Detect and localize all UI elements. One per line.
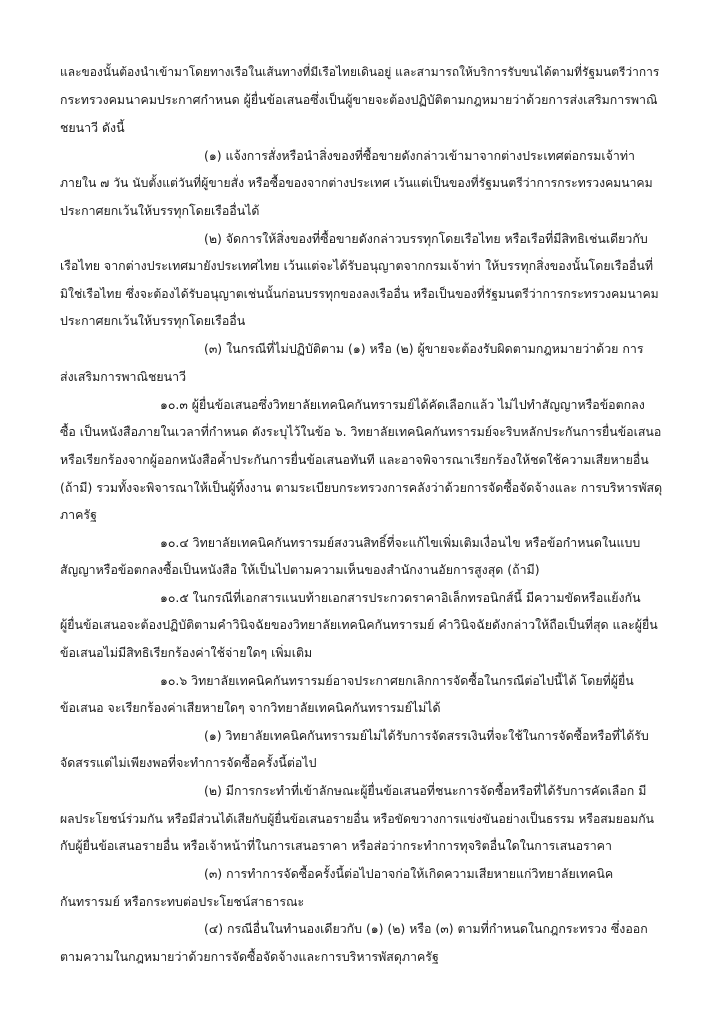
text-line: ประกาศยกเว้นให้บรรทุกโดยเรืออื่น xyxy=(60,313,246,328)
text-line: ชยนาวี ดังนี้ xyxy=(60,120,125,135)
text-line: ตามความในกฎหมายว่าด้วยการจัดซื้อจัดจ้างและการบริหารพัสดุภาครัฐ xyxy=(60,949,439,964)
text-line: (๑) วิทยาลัยเทคนิคกันทรารมย์ไม่ได้รับการจัดสรรเงินที่จะใช้ในการจัดซื้อหรือที่ได้รับ xyxy=(204,728,649,743)
text-line: ภายใน ๗ วัน นับตั้งแต่วันที่ผู้ขายสั่ง หรือซื้อของจากต่างประเทศ เว้นแต่เป็นของที่รัฐมนตรีว่าการกระทรวงคมนาคม xyxy=(60,176,653,190)
text-line: (๒) มีการกระทำที่เข้าลักษณะผู้ยื่นข้อเสนอที่ชนะการจัดซื้อหรือที่ได้รับการคัดเลือก มี xyxy=(204,783,647,798)
text-line: ข้อเสนอ จะเรียกร้องค่าเสียหายใดๆ จากวิทยาลัยเทคนิคกันทรารมย์ไม่ได้ xyxy=(60,700,441,715)
text-line: กันทรารมย์ หรือกระทบต่อประโยชน์สาธารณะ xyxy=(60,894,305,909)
text-line: ๑๐.๔ วิทยาลัยเทคนิคกันทรารมย์สงวนสิทธิ์ที่จะแก้ไขเพิ่มเติมเงื่อนไข หรือข้อกำหนดในแบบ xyxy=(160,535,641,550)
text-line: ๑๐.๕ ในกรณีที่เอกสารแนบท้ายเอกสารประกวดราคาอิเล็กทรอนิกส์นี้ มีความขัดหรือแย้งกัน xyxy=(160,590,641,605)
text-line: ผลประโยชน์ร่วมกัน หรือมีส่วนได้เสียกับผู้ยื่นข้อเสนอรายอื่น หรือขัดขวางการแข่งขันอย่างเป็นธรรม หรือสมยอมกัน xyxy=(60,812,654,826)
text-line: จัดสรรแต่ไม่เพียงพอที่จะทำการจัดซื้อครั้งนี้ต่อไป xyxy=(60,755,317,770)
text-line: (๑) แจ้งการสั่งหรือนำสิ่งของที่ซื้อขายดังกล่าวเข้ามาจากต่างประเทศต่อกรมเจ้าท่า xyxy=(204,148,635,163)
text-line: ซื้อ เป็นหนังสือภายในเวลาที่กำหนด ดังระบุไว้ในข้อ ๖. วิทยาลัยเทคนิคกันทรารมย์จะริบหลักประกันการยื่นข้อเสนอ xyxy=(60,424,662,439)
text-line: มิใช่เรือไทย ซึ่งจะต้องได้รับอนุญาตเช่นนั้นก่อนบรรทุกของลงเรืออื่น หรือเป็นของที่รัฐมนตรีว่าการกระทรวงคมนาคม xyxy=(60,287,659,301)
text-line: ประกาศยกเว้นให้บรรทุกโดยเรืออื่นได้ xyxy=(60,203,260,218)
text-line: ๑๐.๖ วิทยาลัยเทคนิคกันทรารมย์อาจประกาศยกเลิกการจัดซื้อในกรณีต่อไปนี้ได้ โดยที่ผู้ยื่น xyxy=(160,673,634,688)
text-line: ๑๐.๓ ผู้ยื่นข้อเสนอซึ่งวิทยาลัยเทคนิคกันทรารมย์ได้คัดเลือกแล้ว ไม่ไปทำสัญญาหรือข้อตกลง xyxy=(160,397,645,412)
text-line: หรือเรียกร้องจากผู้ออกหนังสือค้ำประกันการยื่นข้อเสนอทันที และอาจพิจารณาเรียกร้องให้ชดใช้ความเสียหายอื่น xyxy=(60,452,649,467)
text-line: ข้อเสนอไม่มีสิทธิเรียกร้องค่าใช้จ่ายใดๆ เพิ่มเติม xyxy=(60,645,313,660)
text-line: เรือไทย จากต่างประเทศมายังประเทศไทย เว้นแต่จะได้รับอนุญาตจากกรมเจ้าท่า ให้บรรทุกสิ่งของนั้นโดยเรืออื่นที่ xyxy=(60,258,654,273)
text-line: (ถ้ามี) รวมทั้งจะพิจารณาให้เป็นผู้ทิ้งงาน ตามระเบียบกระทรวงการคลังว่าด้วยการจัดซื้อจัดจ้างและ การบริหารพัสดุ xyxy=(60,480,663,495)
text-line: ส่งเสริมการพาณิชยนาวี xyxy=(60,369,187,384)
text-line: ภาครัฐ xyxy=(60,507,97,522)
text-line: กับผู้ยื่นข้อเสนอรายอื่น หรือเจ้าหน้าที่ในการเสนอราคา หรือส่อว่ากระทำการทุจริตอื่นใดในการเสนอราคา xyxy=(60,838,612,853)
text-line: (๓) การทำการจัดซื้อครั้งนี้ต่อไปอาจก่อให้เกิดความเสียหายแก่วิทยาลัยเทคนิค xyxy=(204,866,614,881)
text-line: กระทรวงคมนาคมประกาศกำหนด ผู้ยื่นข้อเสนอซึ่งเป็นผู้ขายจะต้องปฏิบัติตามกฎหมายว่าด้วยการส่งเสริมการพาณิ xyxy=(60,92,658,107)
text-line: (๒) จัดการให้สิ่งของที่ซื้อขายดังกล่าวบรรทุกโดยเรือไทย หรือเรือที่มีสิทธิเช่นเดียวกับ xyxy=(204,231,648,246)
text-line: และของนั้นต้องนำเข้ามาโดยทางเรือในเส้นทางที่มีเรือไทยเดินอยู่ และสามารถให้บริการรับขนได้ตามที่รัฐมนตรีว่าการ xyxy=(60,65,660,79)
text-line: (๔) กรณีอื่นในทำนองเดียวกับ (๑) (๒) หรือ (๓) ตามที่กำหนดในกฎกระทรวง ซึ่งออก xyxy=(204,921,648,936)
text-line: ผู้ยื่นข้อเสนอจะต้องปฏิบัติตามคำวินิจฉัยของวิทยาลัยเทคนิคกันทรารมย์ คำวินิจฉัยดังกล่าวให้ถือเป็นที่สุด และผู้ยื่น xyxy=(60,617,658,632)
text-line: (๓) ในกรณีที่ไม่ปฏิบัติตาม (๑) หรือ (๒) ผู้ขายจะต้องรับผิดตามกฎหมายว่าด้วย การ xyxy=(204,341,644,356)
text-line: สัญญาหรือข้อตกลงซื้อเป็นหนังสือ ให้เป็นไปตามความเห็นของสำนักงานอัยการสูงสุด (ถ้ามี) xyxy=(60,562,540,577)
